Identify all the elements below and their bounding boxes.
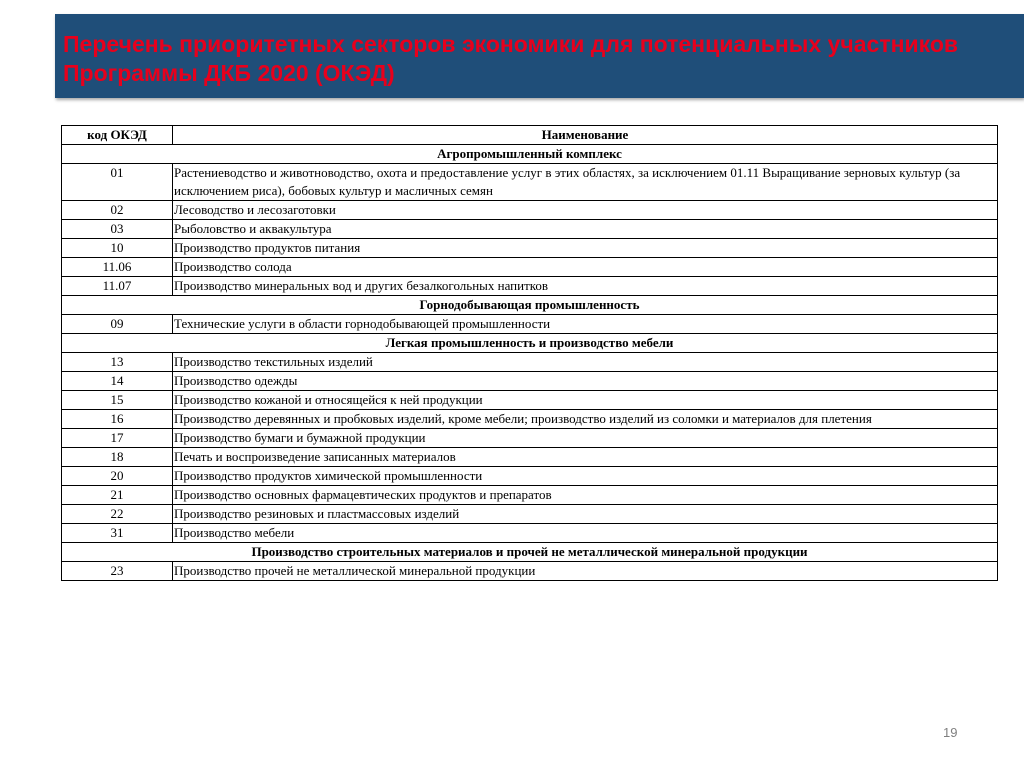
sector-name: Лесоводство и лесозаготовки <box>173 201 998 220</box>
sector-name: Производство продуктов питания <box>173 239 998 258</box>
page-number: 19 <box>943 725 958 740</box>
sector-name: Технические услуги в области горнодобывающей промышленности <box>173 315 998 334</box>
sector-name: Производство минеральных вод и других безалкогольных напитков <box>173 277 998 296</box>
table-row <box>62 164 998 201</box>
okved-code: 13 <box>62 353 173 372</box>
okved-code: 23 <box>62 562 173 581</box>
table-row <box>62 410 998 429</box>
table-row <box>62 486 998 505</box>
sector-name: Производство текстильных изделий <box>173 353 998 372</box>
section-heading: Легкая промышленность и производство мебели <box>62 334 998 353</box>
sector-name: Печать и воспроизведение записанных материалов <box>173 448 998 467</box>
table-row <box>62 524 998 543</box>
table-row <box>62 315 998 334</box>
sector-name: Производство продуктов химической промышленности <box>173 467 998 486</box>
okved-table <box>61 125 998 581</box>
okved-code: 02 <box>62 201 173 220</box>
table-row <box>62 277 998 296</box>
table-row <box>62 429 998 448</box>
okved-code: 10 <box>62 239 173 258</box>
sector-name: Производство одежды <box>173 372 998 391</box>
section-row <box>62 334 998 353</box>
okved-code: 11.06 <box>62 258 173 277</box>
table-row <box>62 467 998 486</box>
okved-code: 09 <box>62 315 173 334</box>
sector-name: Производство прочей не металлической минеральной продукции <box>173 562 998 581</box>
table-row <box>62 258 998 277</box>
table-row <box>62 562 998 581</box>
section-row <box>62 145 998 164</box>
okved-code: 17 <box>62 429 173 448</box>
sector-name: Производство кожаной и относящейся к ней продукции <box>173 391 998 410</box>
slide-title: Перечень приоритетных секторов экономики для потенциальных участников Программы ДКБ 2020 (ОКЭД) <box>63 31 959 86</box>
table-header-row <box>62 126 998 145</box>
section-heading: Горнодобывающая промышленность <box>62 296 998 315</box>
okved-code: 14 <box>62 372 173 391</box>
table-body <box>62 145 998 581</box>
okved-code: 03 <box>62 220 173 239</box>
header-code: код ОКЭД <box>62 126 173 145</box>
section-heading: Производство строительных материалов и прочей не металлической минеральной продукции <box>62 543 998 562</box>
sector-name: Производство солода <box>173 258 998 277</box>
table-row <box>62 353 998 372</box>
okved-code: 15 <box>62 391 173 410</box>
sector-name: Производство бумаги и бумажной продукции <box>173 429 998 448</box>
section-heading: Агропромышленный комплекс <box>62 145 998 164</box>
sector-name: Производство основных фармацевтических продуктов и препаратов <box>173 486 998 505</box>
section-row <box>62 296 998 315</box>
okved-code: 31 <box>62 524 173 543</box>
okved-code: 16 <box>62 410 173 429</box>
table-row <box>62 448 998 467</box>
okved-code: 18 <box>62 448 173 467</box>
sector-name: Производство резиновых и пластмассовых изделий <box>173 505 998 524</box>
okved-code: 21 <box>62 486 173 505</box>
okved-code: 01 <box>62 164 173 201</box>
sector-name: Рыболовство и аквакультура <box>173 220 998 239</box>
sector-name: Растениеводство и животноводство, охота и предоставление услуг в этих областях, за исключением 01.11 Выращивание зерновых культур (за исключением риса), бобовых культур и масличных семян <box>173 164 998 201</box>
table-row <box>62 372 998 391</box>
okved-code: 22 <box>62 505 173 524</box>
title-banner <box>55 14 1024 98</box>
table-row <box>62 201 998 220</box>
okved-code: 11.07 <box>62 277 173 296</box>
table-row <box>62 220 998 239</box>
sector-name: Производство деревянных и пробковых изделий, кроме мебели; производство изделий из соломки и материалов для плетения <box>173 410 998 429</box>
section-row <box>62 543 998 562</box>
table-row <box>62 239 998 258</box>
okved-code: 20 <box>62 467 173 486</box>
table-row <box>62 391 998 410</box>
header-name: Наименование <box>173 126 998 145</box>
table-row <box>62 505 998 524</box>
sector-name: Производство мебели <box>173 524 998 543</box>
